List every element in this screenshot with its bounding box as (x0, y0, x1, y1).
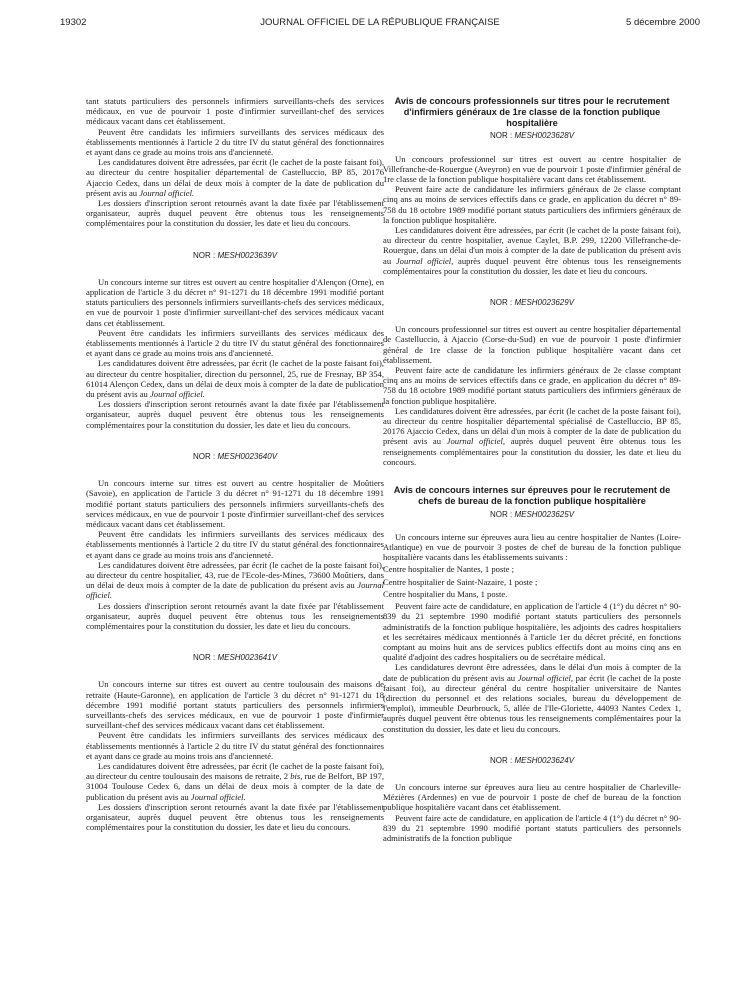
intro-paragraph-4: Les dossiers d'inscription seront retournés avant la date fixée par l'établissement organisateur, auprès duquel peuvent être obtenus tous les renseignements complémentaires pour la constitution du dossier, les date et lieu du concours. (86, 198, 384, 229)
notice-paragraph: Les candidatures doivent être adressées, par écrit (le cachet de la poste faisant foi), au directeur du centre hospitalier, avenue Caylet, B.P. 299, 12200 Villefranche-de-Rouergue, dans un délai d'un mois à compter de la date de publication du présent avis au Journal officiel, auprès duquel peuvent être obtenus tous les renseignements complémentaires pour la constitution du dossier, les date et lieu du concours. (383, 225, 681, 276)
section-title: Avis de concours professionnels sur titres pour le recrutement d'infirmiers généraux de 1re classe de la fonction publique hospitalière (394, 96, 670, 128)
nor-reference: NOR : MESH0023629V (489, 298, 575, 308)
intro-paragraph-2: Peuvent être candidats les infirmiers surveillants des services médicaux des établissements mentionnés à l'article 2 du titre IV du statut général des fonctionnaires et ayant dans ce grade au moins trois ans d'ancienneté. (86, 126, 384, 158)
nor-reference: NOR : MESH0023624V (489, 755, 575, 765)
journal-officiel-ref: Journal officiel. (139, 187, 195, 198)
notice-paragraph: Peuvent faire acte de candidature les infirmiers généraux de 2e classe comptant cinq ans au moins de services effectifs dans ce grade, en application du décret n° 89-758 du 18 octobre 1989 modifié portant statuts particuliers des infirmiers généraux de la fonction publique hospitalière. (383, 365, 681, 406)
journal-officiel-ref: Journal officiel. (190, 791, 246, 802)
nor-reference: NOR : MESH0023641V (192, 653, 278, 663)
notice-paragraph: Un concours interne sur titres est ouvert au centre hospitalier de Moûtiers (Savoie), en application de l'article 3 du décret n° 91-1271 du 18 décembre 1991 modifié portant statuts particuliers des personnels infirmiers surveillants-chefs des services médicaux, en vue de pourvoir 1 poste d'infirmier surveillant-chef des services médicaux vacant dans cet établissement. (86, 478, 384, 529)
notice-paragraph: Peuvent être candidats les infirmiers surveillants des services médicaux des établissements mentionnés à l'article 2 du titre IV du statut général des fonctionnaires et ayant dans ce grade au moins trois ans d'ancienneté. (86, 529, 384, 560)
nor-reference: NOR : MESH0023628V (489, 131, 575, 141)
notice-paragraph: Les dossiers d'inscription seront retournés avant la date fixée par l'établissement organisateur, auprès duquel peuvent être obtenus tous les renseignements complémentaires pour la constitution du dossier, les date et lieu du concours. (86, 399, 384, 430)
nor-reference: NOR : MESH0023640V (192, 451, 278, 461)
left-column (86, 96, 384, 976)
nor-reference: NOR : MESH0023639V (192, 250, 278, 260)
notice-paragraph: Peuvent être candidats les infirmiers surveillants des services médicaux des établissements mentionnés à l'article 2 du titre IV du statut général des fonctionnaires et ayant dans ce grade au moins trois ans d'ancienneté. (86, 730, 384, 761)
journal-title: JOURNAL OFFICIEL DE LA RÉPUBLIQUE FRANÇAISE (260, 17, 500, 28)
section-title: Avis de concours internes sur épreuves pour le recrutement de chefs de bureau de la fonction publique hospitalière (393, 485, 671, 506)
nor-reference: NOR : MESH0023625V (489, 509, 575, 519)
journal-officiel-ref: Journal officiel, (517, 672, 574, 683)
list-item: Centre hospitalier du Mans, 1 poste. (383, 588, 508, 599)
notice-paragraph: Les dossiers d'inscription seront retournés avant la date fixée par l'établissement organisateur, auprès duquel peuvent être obtenus tous les renseignements complémentaires pour la constitution du dossier, les date et lieu du concours. (86, 801, 384, 833)
journal-officiel-ref: Journal officiel, (395, 255, 454, 266)
notice-paragraph: Peuvent être candidats les infirmiers surveillants des services médicaux des établissements mentionnés à l'article 2 du titre IV du statut général des fonctionnaires et ayant dans ce grade au moins trois ans d'ancienneté. (86, 327, 384, 359)
page-header (60, 17, 700, 31)
journal-officiel-ref: Journal officiel. (149, 389, 205, 400)
notice-paragraph: Un concours interne sur titres est ouvert au centre hospitalier d'Alençon (Orne), en application de l'article 3 du décret n° 91-1271 du 18 décembre 1991 modifié portant statuts particuliers des personnels infirmiers surveillants-chefs des services médicaux, en vue de pourvoir 1 poste d'infirmier surveillant-chef des services médicaux vacant dans cet établissement. (86, 276, 384, 328)
page-number: 19302 (60, 17, 87, 28)
notice-paragraph: Un concours interne sur épreuves aura lieu au centre hospitalier de Nantes (Loire-Atlantique) en vue de pourvoir 3 postes de chef de bureau de la fonction publique hospitalière vacants dans les établissements suivants : (383, 531, 681, 563)
notice-paragraph: Les dossiers d'inscription seront retournés avant la date fixée par l'établissement organisateur, auprès duquel peuvent être obtenus tous les renseignements complémentaires pour la constitution du dossier, les date et lieu du concours. (86, 600, 384, 631)
notice-paragraph: Un concours interne sur épreuves aura lieu au centre hospitalier de Charleville-Mézières (Ardennes) en vue de pourvoir 1 poste de chef de bureau de la fonction publique hospitalière vacant dans cet établissement. (383, 781, 681, 813)
journal-officiel-ref: Journal officiel. (86, 580, 384, 601)
issue-date: 5 décembre 2000 (626, 17, 700, 28)
notice-paragraph: Peuvent faire acte de candidature, en application de l'article 4 (1°) du décret n° 90-839 du 21 septembre 1990 modifié portant statuts particuliers des personnels administratifs de la fonction publique hospitalière, les adjoints des cadres hospitaliers et les secrétaires médicaux mentionnés à l'article 1er du décret précité, en fonctions comptant au moins huit ans de services publics effectifs dont au moins cinq ans en qualité d'adjoint des cadres hospitaliers ou de secrétaire médical. (383, 601, 681, 663)
notice-paragraph: Les candidatures doivent être adressées, par écrit (le cachet de la poste faisant foi), au directeur du centre hospitalier, 43, rue de l'Ecole-des-Mines, 73600 Moûtiers, dans un délai de deux mois à compter de la date de publication du présent avis au Journal officiel. (86, 559, 384, 601)
notice-paragraph: Un concours interne sur titres est ouvert au centre toulousain des maisons de retraite (Haute-Garonne), en application de l'article 3 du décret n° 91-1271 du 18 décembre 1991 modifié portant statuts particuliers des personnels infirmiers surveillants-chefs des services médicaux, en vue de pourvoir 1 poste d'infirmier surveillant-chef des services médicaux vacant dans cet établissement. (86, 679, 384, 731)
intro-paragraph-3: Les candidatures doivent être adressées, par écrit (le cachet de la poste faisant foi), au directeur du centre hospitalier départemental de Castelluccio, BP 85, 20176 Ajaccio Cedex, dans un délai de deux mois à compter de la date de publication du présent avis au Journal officiel. (86, 157, 384, 198)
notice-paragraph: Les candidatures devront être adressées, dans le délai d'un mois à compter de la date de publication du présent avis au Journal officiel, par écrit (le cachet de la poste faisant foi), au directeur général du centre hospitalier universitaire de Nantes (direction du personnel et des relations sociales, bureau du développement de l'emploi), immeuble Deurbrouck, 5, allée de l'Ile-Gloriette, 44093 Nantes Cedex 1, auprès duquel peuvent être obtenus tous les renseignements complémentaires pour la constitution du dossier, les date et lieu du concours. (383, 662, 681, 734)
notice-paragraph: Les candidatures doivent être adressées, par écrit (le cachet de la poste faisant foi), au directeur du centre hospitalier départemental spécialisé de Castelluccio, BP 85, 20176 Ajaccio Cedex, dans un délai d'un mois à compter de la date de publication du présent avis au Journal officiel, auprès duquel peuvent être obtenus tous les renseignements complémentaires pour la constitution du dossier, les date et lieu du concours. (383, 405, 681, 467)
notice-paragraph: Les candidatures doivent être adressées, par écrit (le cachet de la poste faisant foi), au directeur du centre hospitalier, direction du personnel, 25, rue de Fresnay, BP 354, 61014 Alençon Cedex, dans un délai de deux mois à compter de la date de publication du présent avis au Journal officiel. (86, 358, 384, 400)
notice-paragraph: Peuvent faire acte de candidature les infirmiers généraux de 2e classe comptant cinq ans au moins de services effectifs dans ce grade, en application du décret n° 89-758 du 18 octobre 1989 modifié portant statuts particuliers des infirmiers généraux de la fonction publique hospitalière. (383, 184, 681, 225)
journal-officiel-ref: Journal officiel, (446, 436, 506, 447)
list-item: Centre hospitalier de Saint-Nazaire, 1 poste ; (383, 576, 538, 587)
list-item: Centre hospitalier de Nantes, 1 poste ; (383, 564, 515, 575)
notice-paragraph: Les candidatures doivent être adressées, par écrit (le cachet de la poste faisant foi), au directeur du centre toulousain des maisons de retraite, 2 bis, rue de Belfort, BP 197, 31004 Toulouse Cedex 6, dans un délai de deux mois à compter de la date de publication du présent avis au Journal officiel. (86, 760, 384, 802)
right-column (383, 96, 681, 976)
notice-paragraph: Un concours professionnel sur titres est ouvert au centre hospitalier départemental de Castelluccio, à Ajaccio (Corse-du-Sud) en vue de pourvoir 1 poste d'infirmier général de 1re classe de la fonction publique hospitalière vacant dans cet établissement. (383, 324, 681, 365)
intro-paragraph-1: tant statuts particuliers des personnels infirmiers surveillants-chefs des services médicaux, en vue de pourvoir 1 poste d'infirmier surveillant-chef des services médicaux vacant dans cet établissement. (86, 96, 384, 127)
notice-paragraph: Peuvent faire acte de candidature, en application de l'article 4 (1°) du décret n° 90-839 du 21 septembre 1990 modifié portant statuts particuliers des personnels administratifs de la fonction publique (383, 812, 681, 843)
notice-paragraph: Un concours professionnel sur titres est ouvert au centre hospitalier de Villefranche-de-Rouergue (Aveyron) en vue de pourvoir 1 poste d'infirmier général de 1re classe de la fonction publique hospitalière vacant dans cet établissement. (383, 153, 681, 184)
